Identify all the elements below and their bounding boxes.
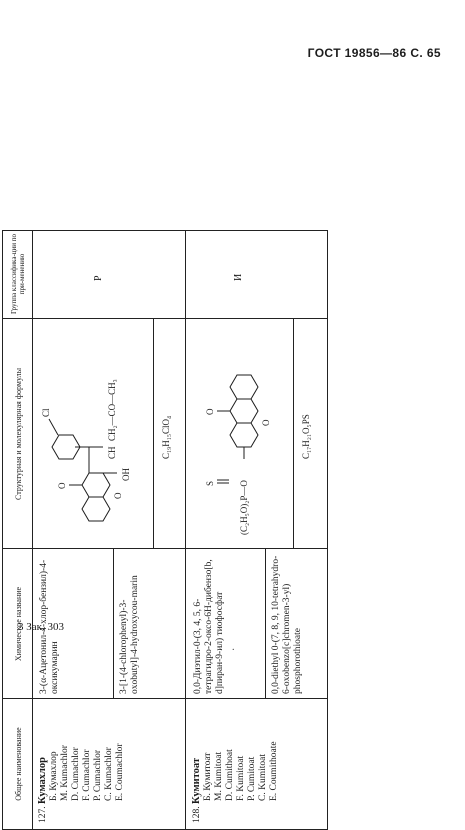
header-chemical-name: Химическое название	[13, 586, 23, 662]
footer-note: 3 Зак. 303	[18, 621, 64, 633]
synonym: Р. Cumachlor	[93, 749, 103, 801]
entry-number: 128.	[192, 806, 202, 823]
pyranone-ring	[82, 473, 110, 497]
synonym: D. Cumachlor	[71, 747, 81, 801]
chlorine-label: Cl	[41, 408, 51, 417]
header-group: Группа классифика-ции по при-менению	[10, 233, 26, 315]
rotated-table-sheet	[0, 230, 340, 830]
table-row	[37, 701, 126, 823]
hydroxyl-label: OH	[121, 468, 131, 481]
group-value: Р	[93, 275, 104, 281]
synonym-list	[203, 701, 280, 823]
synonym: F. Kumitoat	[236, 755, 246, 801]
ring-oxygen: O	[113, 492, 123, 499]
synonym: Б. Кумахлор	[49, 751, 59, 801]
ch-label: CH	[107, 446, 117, 459]
benzene-ring	[230, 423, 258, 447]
row-separator	[185, 231, 186, 829]
synonym: С. Kumitoat	[258, 754, 268, 801]
structure-diagram	[37, 323, 149, 543]
column-divider	[3, 548, 327, 549]
cyclohexene-ring	[230, 375, 258, 399]
structure-diagram	[189, 323, 289, 543]
entry-title	[37, 701, 49, 823]
chemical-name-ru: 3-(α-Ацетонил-4-хлор-бензил)-4-оксикумарин	[39, 559, 60, 694]
header-structure: Структурная и молекулярная формулы	[13, 368, 23, 500]
page-header: ГОСТ 19856—86 С. 65	[307, 46, 441, 60]
chemical-name-en: 3-[1-(4-chlorophenyl)-3-oxobutyl]-4-hydroxycou-marin	[119, 575, 140, 694]
entry-number: 127.	[38, 806, 48, 823]
synonym: М. Kumitoat	[214, 751, 224, 801]
synonym: Р. Cumitoat	[247, 756, 257, 801]
synonym: С. Kumachlor	[104, 747, 114, 801]
synonym: F. Cumachlor	[82, 749, 92, 801]
synonym: Б. Кумитоат	[203, 752, 213, 801]
column-divider	[3, 698, 327, 699]
synonym: E. Coumithoate	[269, 741, 279, 801]
synonym: D. Cumithoat	[225, 749, 235, 801]
inner-separator	[293, 319, 294, 549]
keto-oxygen: O	[57, 482, 67, 489]
synonym-list	[49, 701, 126, 823]
synonym: E. Coumachlor	[115, 743, 125, 801]
entry-name: Кумахлор	[37, 756, 48, 804]
lactone-ring	[230, 399, 258, 423]
cl-bond	[49, 419, 58, 435]
data-table	[2, 230, 328, 830]
entry-name: Кумитоат	[191, 757, 202, 804]
print-speck: .	[232, 642, 235, 653]
ring-oxygen: O	[261, 419, 271, 426]
phosphate-group-label: (C₂H₅O)₂P—O	[239, 480, 249, 535]
chemical-name-ru: 0,0-Диэтил-0-(3, 4, 5, 6-тетрагидро-2-оксо-6Н-дибензо[b, d]пиран-9-ил) тиофосфат	[193, 559, 225, 694]
keto-oxygen: O	[205, 408, 215, 415]
entry-title	[191, 701, 203, 823]
inner-separator	[153, 319, 154, 549]
sulfur-label: S	[205, 480, 215, 486]
inner-separator	[113, 549, 114, 699]
header-common-name: Общее наименование	[13, 727, 23, 801]
inner-separator	[265, 549, 266, 699]
molecular-formula: C₁₇H₂₁O₅PS	[301, 414, 311, 459]
synonym: М. Kumachlor	[60, 745, 70, 801]
table-row	[191, 701, 280, 823]
molecular-formula: C₁₉H₁₅ClO₄	[161, 415, 171, 459]
table-header-row	[3, 231, 33, 829]
side-chain-label: CH₂—CO—CH₃	[107, 379, 117, 441]
group-value: И	[233, 273, 244, 281]
benzene-ring	[82, 497, 110, 521]
chemical-name-en: 0,0-diethyl 0-(7, 8, 9, 10-tetrahydro-6-oxobenzo[c]chromen-3-yl) phosphorothioate	[271, 555, 303, 694]
